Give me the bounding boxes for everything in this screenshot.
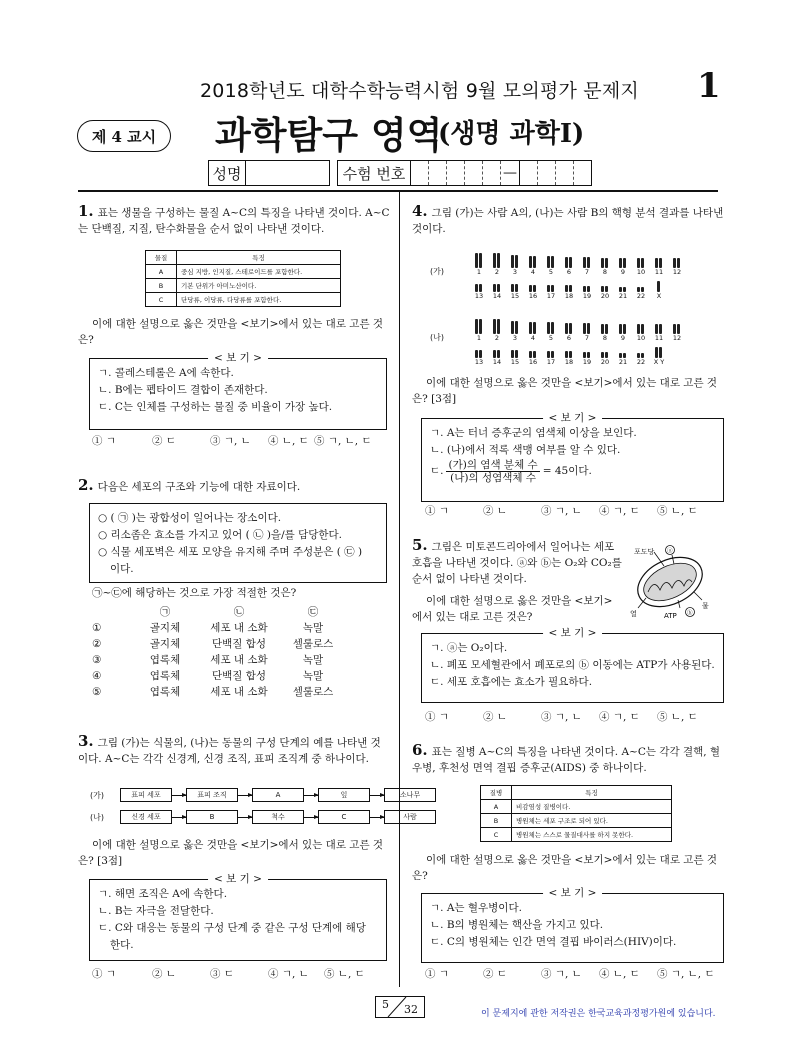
chromosome-pair xyxy=(650,281,668,292)
choice[interactable]: ③ ㄱ, ㄴ xyxy=(541,505,582,517)
karyotype-b xyxy=(430,318,700,366)
chromosome xyxy=(493,319,496,334)
chromosome xyxy=(569,257,572,268)
exam-number-dash: — xyxy=(501,161,519,185)
chromosome-pair xyxy=(488,319,506,334)
chromosome-number: 5 xyxy=(548,334,554,342)
choice[interactable]: ③ ㄱ, ㄴ xyxy=(541,711,582,723)
chromosome xyxy=(493,350,496,358)
bogi-title: < 보 기 > xyxy=(543,885,603,902)
question-text: 그림 (가)는 식물의, (나)는 동물의 구성 단계의 예를 나타낸 것이다. A~C는 각각 신경계, 신경 조직, 표피 조직계 중 하나이다. xyxy=(78,737,381,765)
chromosome-number: 19 xyxy=(582,358,592,366)
chromosome xyxy=(569,285,572,292)
chromosome xyxy=(529,322,532,334)
chromosome xyxy=(605,324,608,334)
chromosome-pair xyxy=(506,350,524,358)
q5-bogi-box xyxy=(421,627,724,703)
bogi-item: ㄴ. B의 병원체는 핵산을 가지고 있다. xyxy=(430,919,604,931)
choice[interactable]: ⑤ ㄴ, ㄷ xyxy=(324,968,365,980)
chromosome xyxy=(511,321,514,334)
chromosome-number: 12 xyxy=(672,334,682,342)
choice[interactable]: ① ㄱ xyxy=(425,968,449,980)
chromosome xyxy=(641,324,644,334)
q3-choices xyxy=(92,966,365,981)
chromosome xyxy=(529,351,532,358)
chromosome-number: 3 xyxy=(512,268,518,276)
chromosome-number: 6 xyxy=(566,334,572,342)
question-1 xyxy=(78,203,390,237)
fig-label: ⓐ xyxy=(667,548,673,555)
q2-prompt: ㉠~㉢에 해당하는 것으로 가장 적절한 것은? xyxy=(92,587,297,599)
q3-bogi-box xyxy=(89,873,387,961)
chromosome-number: 11 xyxy=(654,268,664,276)
chromosome-pair xyxy=(542,256,560,268)
choice[interactable]: ② ㄷ xyxy=(483,968,507,980)
chromosome xyxy=(605,258,608,268)
chromosome xyxy=(529,285,532,292)
question-2 xyxy=(78,477,390,495)
bogi-item: ㄱ. ⓐ는 O₂이다. xyxy=(430,642,508,654)
chromosome-pair xyxy=(488,350,506,358)
q5-choices xyxy=(425,709,698,724)
choice[interactable]: ③ ㄷ xyxy=(210,968,234,980)
q6-bogi-box xyxy=(421,887,724,963)
chromosome-number: X Y xyxy=(653,358,665,366)
bogi-title: < 보 기 > xyxy=(543,410,603,427)
chromosome-number: 10 xyxy=(636,334,646,342)
chromosome-number: 9 xyxy=(620,268,626,276)
chromosome-pair xyxy=(542,322,560,334)
chromosome-pair xyxy=(470,284,488,292)
chromosome-number: 5 xyxy=(548,268,554,276)
chromosome xyxy=(479,319,482,334)
chromosome xyxy=(515,284,518,292)
chromosome xyxy=(475,253,478,268)
choice[interactable]: ② ㄴ xyxy=(152,968,176,980)
chromosome-number: 22 xyxy=(636,358,646,366)
q1-choices xyxy=(92,433,372,448)
choice[interactable]: ① ㄱ xyxy=(92,435,116,447)
chromosome-pair xyxy=(524,256,542,268)
chromosome xyxy=(601,258,604,268)
q3-chain-a: (가) 표피 세포 표피 조직 A 잎 소나무 xyxy=(90,788,436,802)
q4-bogi-box xyxy=(421,412,724,502)
question-6 xyxy=(412,742,724,776)
choice[interactable]: ③ ㄱ, ㄴ xyxy=(210,435,251,447)
subject-subtitle: (생명 과학Ⅰ) xyxy=(438,119,585,149)
chromosome-number: 15 xyxy=(510,358,520,366)
chromosome xyxy=(565,285,568,292)
chromosome xyxy=(637,258,640,268)
chromosome xyxy=(547,256,550,268)
chromosome xyxy=(479,350,482,358)
fig-label: ATP xyxy=(664,612,677,620)
choice[interactable]: ① ㄱ xyxy=(425,505,449,517)
chromosome-pair xyxy=(632,258,650,268)
current-page: 5 xyxy=(382,998,389,1011)
choice[interactable]: ② ㄷ xyxy=(152,435,176,447)
bogi-item: ㄱ. 해면 조직은 A에 속한다. xyxy=(98,888,228,900)
chromosome-pair xyxy=(506,321,524,334)
bogi-item: ㄱ. A는 터너 증후군의 염색체 이상을 보인다. xyxy=(430,427,637,439)
chromosome xyxy=(659,347,662,358)
chromosome xyxy=(587,323,590,334)
chromosome-number: 9 xyxy=(620,334,626,342)
bogi-title: < 보 기 > xyxy=(208,871,268,888)
chromosome-pair xyxy=(596,324,614,334)
choice[interactable]: ④ ㄱ, ㄷ xyxy=(599,505,640,517)
chromosome xyxy=(655,324,658,334)
chromosome-number: 21 xyxy=(618,292,628,300)
chromosome-pair xyxy=(470,253,488,268)
option-row[interactable]: ③ 엽록체 세포 내 소화 녹말 xyxy=(92,654,324,666)
karyotype-a xyxy=(430,252,700,300)
chromosome-number: 16 xyxy=(528,358,538,366)
chromosome xyxy=(677,258,680,268)
chromosome-number: 2 xyxy=(494,334,500,342)
chromosome xyxy=(655,347,658,358)
option-row[interactable]: ① 골지체 세포 내 소화 녹말 xyxy=(92,622,324,634)
chromosome-number: 11 xyxy=(654,334,664,342)
question-3 xyxy=(78,733,390,767)
chromosome xyxy=(637,324,640,334)
chromosome-number: 6 xyxy=(566,268,572,276)
chromosome xyxy=(619,258,622,268)
bogi-title: < 보 기 > xyxy=(543,625,603,642)
chromosome-pair xyxy=(470,350,488,358)
bogi-item: ㄴ. B는 자극을 전달한다. xyxy=(98,905,214,917)
chromosome-pair xyxy=(524,322,542,334)
chromosome xyxy=(475,284,478,292)
karyotype-b-label: (나) xyxy=(430,333,444,342)
chromosome-pair xyxy=(560,257,578,268)
choice[interactable]: ① ㄱ xyxy=(425,711,449,723)
chromosome-pair xyxy=(470,319,488,334)
chromosome xyxy=(515,255,518,268)
chromosome xyxy=(497,284,500,292)
chromosome xyxy=(565,323,568,334)
chromosome-number: 22 xyxy=(636,292,646,300)
option-row[interactable]: ② 골지체 단백질 합성 셀룰로스 xyxy=(92,638,334,650)
chromosome-number: 8 xyxy=(602,268,608,276)
chromosome xyxy=(569,351,572,358)
chromosome-number: 18 xyxy=(564,358,574,366)
option-row[interactable]: ④ 엽록체 단백질 합성 녹말 xyxy=(92,670,324,682)
chromosome xyxy=(497,319,500,334)
exam-number-field xyxy=(337,160,592,186)
chromosome xyxy=(587,257,590,268)
chromosome xyxy=(551,351,554,358)
karyotype-b-row2 xyxy=(470,342,700,358)
bogi-item: ㄴ. 폐포 모세혈관에서 폐포로의 ⓑ 이동에는 ATP가 사용된다. xyxy=(430,659,715,671)
choice[interactable]: ⑤ ㄱ, ㄴ, ㄷ xyxy=(314,435,372,447)
chromosome-pair xyxy=(506,284,524,292)
period-badge: 제 4 교시 xyxy=(77,120,171,152)
chromosome-number: 10 xyxy=(636,268,646,276)
question-number: 5. xyxy=(412,536,428,554)
choice[interactable]: ② ㄴ xyxy=(483,505,507,517)
choice[interactable]: ④ ㄱ, ㄴ xyxy=(268,968,309,980)
chromosome xyxy=(565,351,568,358)
choice[interactable]: ⑤ ㄱ, ㄴ, ㄷ xyxy=(657,968,715,980)
chromosome xyxy=(601,324,604,334)
chromosome-pair xyxy=(668,258,686,268)
choice[interactable]: ④ ㄱ, ㄷ xyxy=(599,711,640,723)
chromosome-number: 20 xyxy=(600,292,610,300)
question-number: 6. xyxy=(412,741,428,759)
bogi-item: ㄷ. C는 인체를 구성하는 물질 중 비율이 가장 높다. xyxy=(98,401,333,413)
chromosome-pair xyxy=(578,323,596,334)
q4-prompt: 이에 대한 설명으로 옳은 것만을 <보기>에서 있는 대로 고른 것은? [3점] xyxy=(412,377,718,405)
choice[interactable]: ④ ㄴ, ㄷ xyxy=(599,968,640,980)
data-line: ○ 리소좀은 효소를 가지고 있어 ( ㉡ )을/를 담당한다. xyxy=(98,529,343,541)
chromosome xyxy=(583,257,586,268)
bogi-item: ㄴ. B에는 펩타이드 결합이 존재한다. xyxy=(98,384,268,396)
question-number: 1. xyxy=(78,202,94,220)
question-number: 4. xyxy=(412,202,428,220)
chromosome-number: 12 xyxy=(672,268,682,276)
chromosome xyxy=(475,350,478,358)
question-text: 다음은 세포의 구조와 기능에 대한 자료이다. xyxy=(97,481,301,493)
copyright-notice: 이 문제지에 관한 저작권은 한국교육과정평가원에 있습니다. xyxy=(481,1009,716,1019)
q6-table: 질병 특징 A 비감염성 질병이다. B 병원체는 세포 구조로 되어 있다. C 병원체는 스스로 물질대사를 하지 못한다. xyxy=(480,785,672,842)
chromosome xyxy=(533,256,536,268)
choice[interactable]: ⑤ ㄴ, ㄷ xyxy=(657,505,698,517)
chromosome xyxy=(673,258,676,268)
chromosome xyxy=(659,258,662,268)
question-4 xyxy=(412,203,724,237)
chromosome-pair xyxy=(650,258,668,268)
chromosome-pair xyxy=(614,324,632,334)
chromosome-pair xyxy=(524,351,542,358)
chromosome-pair xyxy=(506,255,524,268)
chromosome xyxy=(511,284,514,292)
chromosome xyxy=(659,324,662,334)
q2-options: ㉠ ㉡ ㉢ ① 골지체 세포 내 소화 녹말 ② 골지체 단백질 합성 셀룰로스 ③ 엽록체 세포 내 소화 녹말 ④ 엽록체 단백질 합성 녹말 ⑤ 엽록체 세포 내 소화 셀룰로스 xyxy=(92,604,352,700)
chromosome-number: 17 xyxy=(546,292,556,300)
bogi-item: ㄷ. C의 병원체는 인간 면역 결핍 바이러스(HIV)이다. xyxy=(430,936,677,948)
chromosome-number: 4 xyxy=(530,334,536,342)
data-line: ○ ( ㉠ )는 광합성이 일어나는 장소이다. xyxy=(98,512,282,524)
chromosome-pair xyxy=(560,351,578,358)
chromosome-number: 2 xyxy=(494,268,500,276)
chromosome-pair xyxy=(578,257,596,268)
q4-choices xyxy=(425,503,698,518)
chromosome-number: 21 xyxy=(618,358,628,366)
chromosome xyxy=(547,285,550,292)
header-rule xyxy=(78,190,718,192)
question-number: 3. xyxy=(78,732,94,750)
exam-number-label: 수험 번호 xyxy=(338,161,411,185)
chromosome-pair xyxy=(560,285,578,292)
chromosome-number: 1 xyxy=(476,334,482,342)
chromosome-number: 13 xyxy=(474,358,484,366)
chromosome-pair xyxy=(614,258,632,268)
chromosome-number: 13 xyxy=(474,292,484,300)
chromosome-pair xyxy=(650,347,668,358)
bogi-item: ㄴ. (나)에서 적록 색맹 여부를 알 수 있다. xyxy=(430,444,621,456)
question-text: 표는 생물을 구성하는 물질 A~C의 특징을 나타낸 것이다. A~C는 단백질, 지질, 탄수화물을 순서 없이 나타낸 것이다. xyxy=(78,207,390,235)
bogi-item: ㄱ. A는 혈우병이다. xyxy=(430,902,522,914)
q6-choices xyxy=(425,966,715,981)
question-text: 표는 질병 A~C의 특징을 나타낸 것이다. A~C는 각각 결핵, 혈우병, 후천성 면역 결핍 증후군(AIDS) 중 하나이다. xyxy=(412,746,721,774)
bogi-item: 한다. xyxy=(110,939,134,951)
chromosome xyxy=(551,322,554,334)
q3-prompt: 이에 대한 설명으로 옳은 것만을 <보기>에서 있는 대로 고른 것은? [3점] xyxy=(78,839,384,867)
choice[interactable]: ③ ㄱ, ㄴ xyxy=(541,968,582,980)
chromosome-number: 4 xyxy=(530,268,536,276)
chromosome-pair xyxy=(632,324,650,334)
question-number: 2. xyxy=(78,476,94,494)
q1-table: 물질 특징 A 중심 지방, 인지질, 스테로이드를 포함한다. B 기본 단위가 아미노산이다. C 단당류, 이당류, 다당류를 포함한다. xyxy=(145,250,341,307)
choice[interactable]: ① ㄱ xyxy=(92,968,116,980)
fig-label: 포도당 xyxy=(634,548,655,556)
chromosome-number: 19 xyxy=(582,292,592,300)
chromosome xyxy=(657,281,660,292)
chromosome-number: 7 xyxy=(584,334,590,342)
chromosome xyxy=(569,323,572,334)
chromosome-pair xyxy=(650,324,668,334)
chromosome xyxy=(641,258,644,268)
chromosome-pair xyxy=(542,285,560,292)
karyotype-a-row2 xyxy=(470,276,700,292)
chromosome xyxy=(623,258,626,268)
karyotype-b-row1 xyxy=(470,318,700,334)
chromosome xyxy=(547,322,550,334)
total-pages: 32 xyxy=(404,1003,418,1016)
bogi-item: ㄷ. 세포 호흡에는 효소가 필요하다. xyxy=(430,676,593,688)
chromosome-pair xyxy=(668,324,686,334)
option-row[interactable]: ⑤ 엽록체 세포 내 소화 셀룰로스 xyxy=(92,686,334,698)
chromosome-number: 17 xyxy=(546,358,556,366)
name-blank xyxy=(246,161,329,185)
question-text: 그림 (가)는 사람 A의, (나)는 사람 B의 핵형 분석 결과를 나타낸 것이다. xyxy=(412,207,724,235)
chromosome xyxy=(497,350,500,358)
data-line: ○ 식물 세포벽은 세포 모양을 유지해 주며 주성분은 ( ㉢ ) xyxy=(98,546,363,558)
chromosome xyxy=(655,258,658,268)
bogi-item: ㄱ. 콜레스테롤은 A에 속한다. xyxy=(98,367,234,379)
page-indicator xyxy=(375,996,425,1018)
chromosome xyxy=(533,351,536,358)
data-line: 이다. xyxy=(110,563,134,575)
chromosome xyxy=(619,324,622,334)
fig-label: ⓑ xyxy=(687,610,693,617)
chromosome-number: 20 xyxy=(600,358,610,366)
page-number: 1 xyxy=(697,66,721,106)
chromosome-number: 14 xyxy=(492,292,502,300)
chromosome-pair xyxy=(524,285,542,292)
exam-title: 2018학년도 대학수학능력시험 9월 모의평가 문제지 xyxy=(200,80,639,102)
chromosome xyxy=(529,256,532,268)
name-field xyxy=(208,160,330,186)
chromosome xyxy=(475,319,478,334)
chromosome xyxy=(479,284,482,292)
chromosome xyxy=(547,351,550,358)
q6-prompt: 이에 대한 설명으로 옳은 것만을 <보기>에서 있는 대로 고른 것은? xyxy=(412,854,718,882)
chromosome-pair xyxy=(488,253,506,268)
chromosome-pair xyxy=(560,323,578,334)
chromosome xyxy=(497,253,500,268)
chromosome-pair xyxy=(596,258,614,268)
fig-label: 열 xyxy=(630,610,637,618)
bogi-item: ㄷ. (가)의 염색 분체 수 (나)의 성염색체 수 = 45이다. xyxy=(430,459,592,484)
chromosome xyxy=(623,324,626,334)
chromosome xyxy=(583,323,586,334)
chromosome xyxy=(551,285,554,292)
chromosome xyxy=(677,324,680,334)
karyotype-a-label: (가) xyxy=(430,267,444,276)
question-text: 그림은 미토콘드리아에서 일어나는 세포 호흡을 나타낸 것이다. ⓐ와 ⓑ는 O₂와 CO₂를 순서 없이 나타낸 것이다. xyxy=(412,541,622,585)
q1-prompt: 이에 대한 설명으로 옳은 것만을 <보기>에서 있는 대로 고른 것은? xyxy=(78,318,384,346)
chromosome xyxy=(551,256,554,268)
chromosome-number: 3 xyxy=(512,334,518,342)
chromosome xyxy=(493,284,496,292)
column-divider xyxy=(399,192,400,987)
q5-prompt: 이에 대한 설명으로 옳은 것만을 <보기>에서 있는 대로 고른 것은? xyxy=(412,595,613,623)
chromosome-number: 15 xyxy=(510,292,520,300)
chromosome-number: 14 xyxy=(492,358,502,366)
chromosome-pair xyxy=(488,284,506,292)
q3-chain-b: (나) 신경 세포 B 척수 C 사람 xyxy=(90,810,436,824)
fig-label: 물 xyxy=(702,602,709,610)
chromosome xyxy=(515,350,518,358)
chromosome xyxy=(479,253,482,268)
subject-title: 과학탐구 영역 xyxy=(215,113,443,157)
choice[interactable]: ⑤ ㄴ, ㄷ xyxy=(657,711,698,723)
name-label: 성명 xyxy=(209,161,246,185)
choice[interactable]: ④ ㄴ, ㄷ xyxy=(268,435,309,447)
chromosome xyxy=(565,257,568,268)
q2-data-box xyxy=(89,503,387,583)
karyotype-a-row1 xyxy=(470,252,700,268)
q1-bogi-box xyxy=(89,352,387,430)
bogi-item: ㄷ. C와 대응는 동물의 구성 단계 중 같은 구성 단계에 해당 xyxy=(98,922,366,934)
chromosome-number: 1 xyxy=(476,268,482,276)
question-5 xyxy=(412,537,622,587)
chromosome-number: X xyxy=(656,292,662,300)
chromosome xyxy=(511,350,514,358)
bogi-title: < 보 기 > xyxy=(208,350,268,367)
chromosome-pair xyxy=(542,351,560,358)
choice[interactable]: ② ㄴ xyxy=(483,711,507,723)
chromosome xyxy=(515,321,518,334)
chromosome xyxy=(533,322,536,334)
chromosome xyxy=(673,324,676,334)
mitochondria-diagram xyxy=(618,536,718,620)
chromosome xyxy=(493,253,496,268)
chromosome xyxy=(511,255,514,268)
chromosome-number: 18 xyxy=(564,292,574,300)
exam-number-cells xyxy=(411,161,591,185)
chromosome-number: 7 xyxy=(584,268,590,276)
chromosome-number: 16 xyxy=(528,292,538,300)
chromosome-number: 8 xyxy=(602,334,608,342)
chromosome xyxy=(533,285,536,292)
